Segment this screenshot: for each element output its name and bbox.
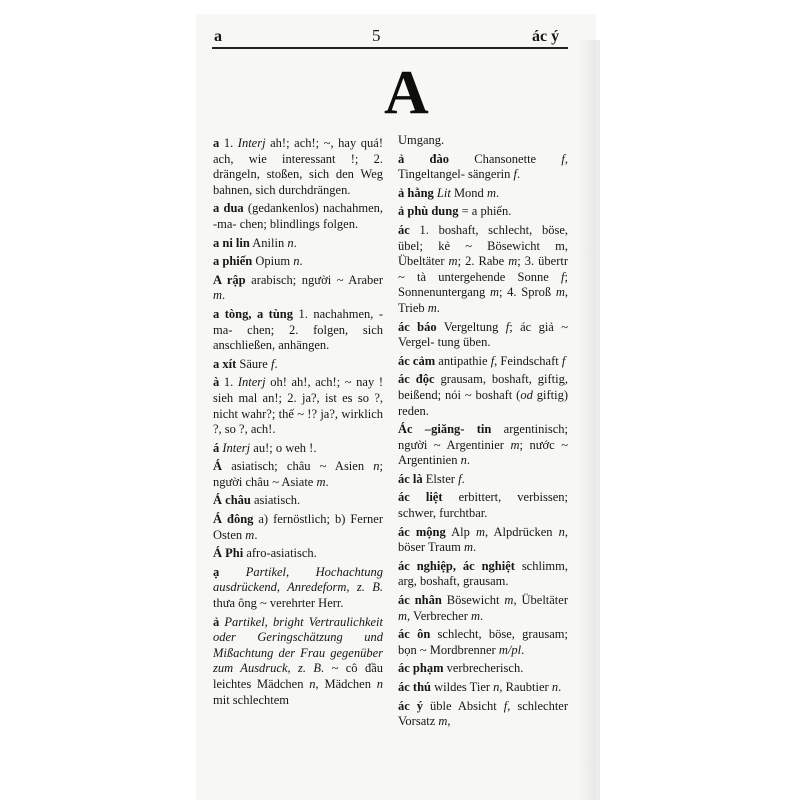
dictionary-entry [398,559,568,590]
entry-headword: ác [398,222,410,237]
entry-definition: 1. nachahmen, -ma- chen; 2. folgen, sich anschließen, anhängen. [213,306,384,353]
entry-headword: ạ [213,564,220,579]
entry-headword: ác ôn [398,627,431,642]
dictionary-entry [398,372,568,419]
entry-headword: a dua [213,201,244,216]
dictionary-entry [398,490,568,521]
dictionary-entry [213,201,383,232]
entry-headword: Ác –giăng- tin [398,422,492,437]
left-column [213,136,383,711]
entry-headword: a tòng, a tùng [213,306,293,321]
dictionary-entry [213,273,383,304]
dictionary-entry [398,152,568,183]
entry-definition: arabisch; người ~ Araber m. [213,272,383,303]
dictionary-entry [213,236,383,252]
header-left-guide-word: a [214,28,222,45]
entry-definition: antipathie f, Feindschaft f [435,353,566,368]
page-number: 5 [372,26,381,45]
entry-headword: ả phù dung [398,204,459,219]
dictionary-entry [398,472,568,488]
entry-definition: grausam, boshaft, giftig, beißend; nói ~ boshaft (od giftig) reden. [398,372,568,418]
entry-definition: a) fernöstlich; b) Ferner Osten m. [213,512,383,542]
entry-headword: ả đào [398,151,449,166]
dictionary-entry [398,320,568,351]
entry-headword: ác mộng [398,524,446,539]
header-rule [212,47,568,49]
dictionary-entry [213,375,383,437]
entry-headword: á [213,440,220,455]
entry-headword: a ni lin [213,235,250,250]
entry-definition: afro-asiatisch. [243,546,317,561]
entry-definition: verbrecherisch. [443,661,524,676]
dictionary-entry [213,565,383,612]
entry-definition: (gedankenlos) nachahmen, -ma- chen; blindlings folgen. [213,201,383,231]
entry-definition: schlimm, arg, boshaft, grausam. [398,558,568,589]
dictionary-entry [213,136,383,198]
entry-headword: ác phạm [398,661,444,676]
dictionary-entry [213,615,383,709]
dictionary-entry [398,204,568,220]
entry-definition: schlecht, böse, grausam; bọn ~ Mordbrenner m/pl. [398,627,568,657]
entry-definition: Umgang. [398,133,445,147]
entry-definition: asiatisch; châu ~ Asien n; người châu ~ Asiate m. [213,459,383,489]
entry-definition: Lit Mond m. [436,185,500,200]
dictionary-entry [398,186,568,202]
dictionary-entry [398,593,568,624]
entry-definition: Vergeltung f; ác giả ~ Vergel- tung üben. [398,319,568,350]
entry-headword: a xít [213,356,237,371]
dictionary-entry [398,680,568,696]
entry-headword: Á [213,459,223,474]
entry-headword: ác là [398,471,423,486]
entry-headword: ác thú [398,680,431,694]
entry-headword: ác báo [398,319,437,334]
entry-definition: Bösewicht m, Übeltäter m, Verbrecher m. [398,593,568,623]
dictionary-entry [398,223,568,317]
dictionary-entry [398,627,568,658]
entry-headword: a [213,136,220,150]
right-column [398,133,568,733]
entry-definition: asiatisch. [250,493,301,508]
entry-definition: argentinisch; người ~ Argentinier m; nước ~ Argentinien n. [398,422,569,468]
entry-definition: Chansonette f, Tingeltangel- sängerin f. [398,151,568,182]
entry-headword: Á Phi [213,546,244,561]
entry-headword: ả hằng [398,185,434,200]
section-letter: A [384,59,429,127]
entry-definition: Anilin n. [249,235,297,250]
dictionary-entry [398,525,568,556]
entry-definition: 1. Interj ah!; ach!; ~, hay quá! ach, wie interessant !; 2. drängeln, stoßen, sich den Weg bahnen, sich durchdrängen. [213,136,384,197]
entry-definition: erbittert, verbissen; schwer, furchtbar. [398,490,568,521]
entry-definition: 1. Interj oh! ah!, ach!; ~ nay ! sieh mal an!; 2. ja?, ist es so ?, nicht wahr?; thế ~ !? ja?, wirklich ?, so ?, ach!. [213,375,383,437]
entry-headword: ác ý [398,698,424,713]
entry-definition: wildes Tier n, Raubtier n. [431,680,562,694]
entry-definition: Alp m, Alpdrücken n, böser Traum m. [398,524,568,555]
entry-definition: Elster f. [422,471,465,486]
dictionary-entry [398,354,568,370]
entry-headword: ác nghiệp, ác nghiệt [398,558,515,573]
dictionary-entry [213,546,383,562]
dictionary-entry [213,441,383,457]
entry-definition: Partikel, Hochachtung ausdrückend, Anredeform, z. B. thưa ông ~ verehrter Herr. [213,564,383,611]
header-right-guide-word: ác ý [532,28,560,45]
dictionary-entry [213,512,383,543]
dictionary-entry [398,133,568,149]
dictionary-entry [213,254,383,270]
entry-headword: ả [213,614,220,629]
entry-headword: a phiến [213,254,253,269]
dictionary-entry [213,493,383,509]
entry-definition: 1. boshaft, schlecht, böse, übel; kẻ ~ Bösewicht m, Übeltäter m; 2. Rabe m; 3. übertr ~ tà untergehende Sonne f; Sonnenuntergang m; 4. Sproß m, Trieb m. [398,222,568,315]
dictionary-entry [213,459,383,490]
entry-headword: A rập [213,272,246,287]
dictionary-entry [398,422,568,469]
entry-headword: Á đông [213,512,254,527]
entry-definition: = a phiến. [458,204,512,219]
entry-definition: Interj au!; o weh !. [222,440,317,455]
entry-headword: à [213,375,220,390]
entry-definition: Opium n. [252,254,303,269]
dictionary-entry [398,661,568,677]
entry-headword: ác độc [398,372,435,387]
page-gutter-shadow [578,40,600,800]
entry-definition: Säure f. [236,356,278,371]
entry-headword: ác nhân [398,593,442,608]
entry-headword: ác liệt [398,490,443,505]
entry-definition: Partikel, bright Vertraulichkeit oder Geringschätzung und Mißachtung der Frau gegenüber zum Ausdruck, z. B. ~ cô đầu leichtes Mädchen n, Mädchen n mit schlechtem [213,614,384,707]
dictionary-entry [398,699,568,730]
entry-definition: üble Absicht f, schlechter Vorsatz m, [398,698,568,729]
dictionary-entry [213,357,383,373]
entry-headword: Á châu [213,493,251,508]
entry-headword: ác cảm [398,353,436,368]
dictionary-entry [213,307,383,354]
